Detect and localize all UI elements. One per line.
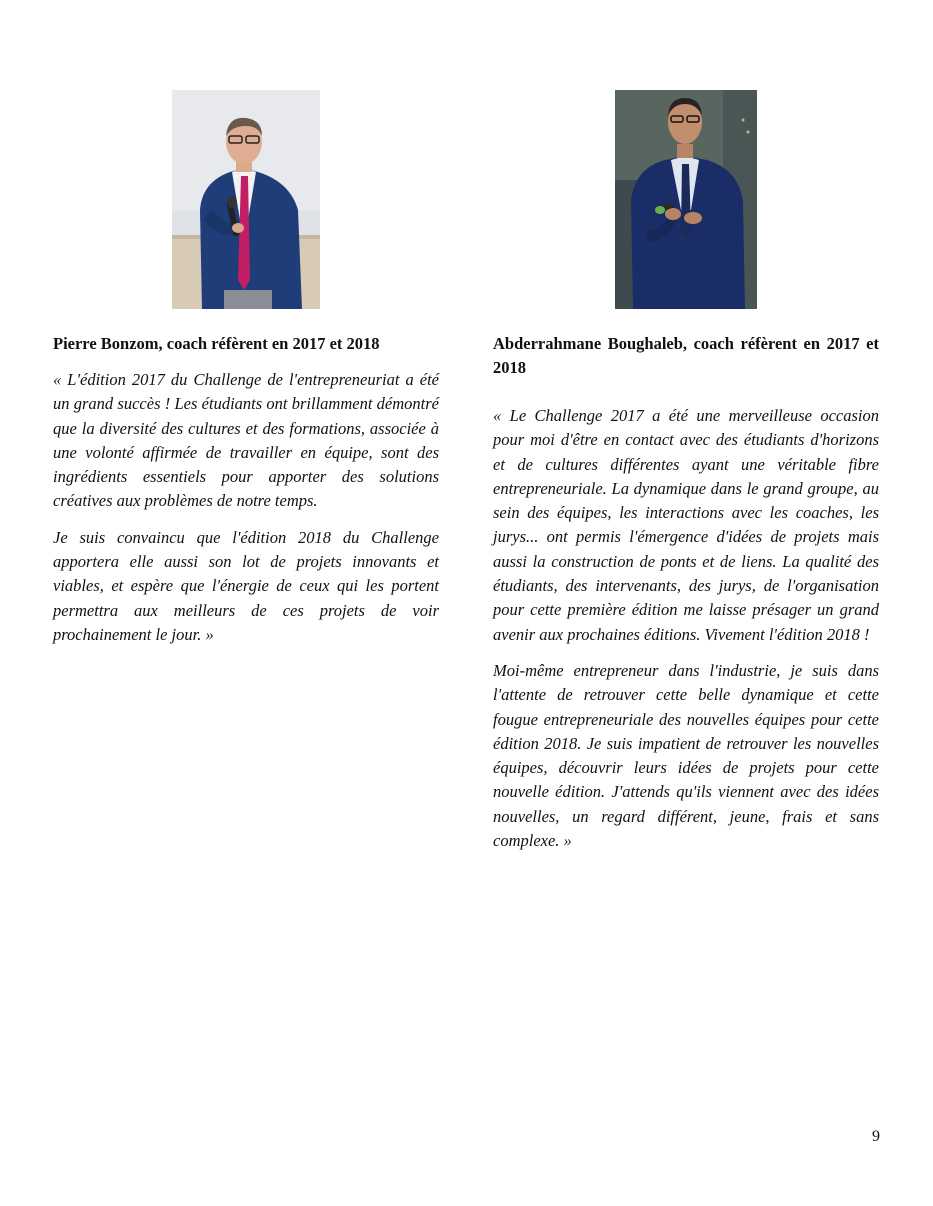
photo-abderrahmane-boughaleb [615, 90, 757, 309]
left-heading: Pierre Bonzom, coach réfèrent en 2017 et 2018 [53, 334, 380, 353]
right-paragraph-2: Moi-même entrepreneur dans l'industrie, je suis dans l'attente de retrouver cette belle dynamique et cette fougue entrepreneuriale des nouvelles équipes pour cette édition 2018. Je suis impatient de retrouver les nouvelles équipes, découvrir leurs idées de projets pour cette nouvelle édition. J'attends qu'ils viennent avec des idées nouvelles, un regard différent, jeune, frais et sans complexe. » [493, 660, 879, 851]
page-number: 9 [872, 1128, 880, 1145]
right-testimonial [493, 332, 879, 865]
right-paragraph-1: « Le Challenge 2017 a été une merveilleuse occasion pour moi d'être en contact avec des étudiants d'horizons et de cultures différentes ayant une véritable fibre entrepreneuriale. La dynamique dans le grand groupe, au sein des équipes, les interactions avec les coaches, les jurys... ont permis l'émergence d'idées de projets mais aussi la construction de ponts et de liens. La qualité des étudiants, des intervenants, des jurys, de l'organisation pour cette première édition me laisse présager un grand avenir aux prochaines éditions. Vivement l'édition 2018 ! [493, 406, 879, 644]
right-heading: Abderrahmane Boughaleb, coach réfèrent en 2017 et 2018 [493, 334, 879, 377]
photo-pierre-bonzom [172, 90, 320, 309]
left-paragraph-1: « L'édition 2017 du Challenge de l'entrepreneuriat a été un grand succès ! Les étudiants ont brillamment démontré que la diversité des cultures et des formations, associée à une volonté affirmée de travailler en équipe, sont des ingrédients essentiels pour apporter des solutions créatives aux problèmes de notre temps. [53, 370, 439, 511]
left-paragraph-2: Je suis convaincu que l'édition 2018 du Challenge apportera elle aussi son lot de projets innovants et viables, et espère que l'énergie de ceux qui les portent permettra aux meilleurs de ces projets de voir prochainement le jour. » [53, 527, 439, 644]
left-testimonial [53, 332, 439, 659]
